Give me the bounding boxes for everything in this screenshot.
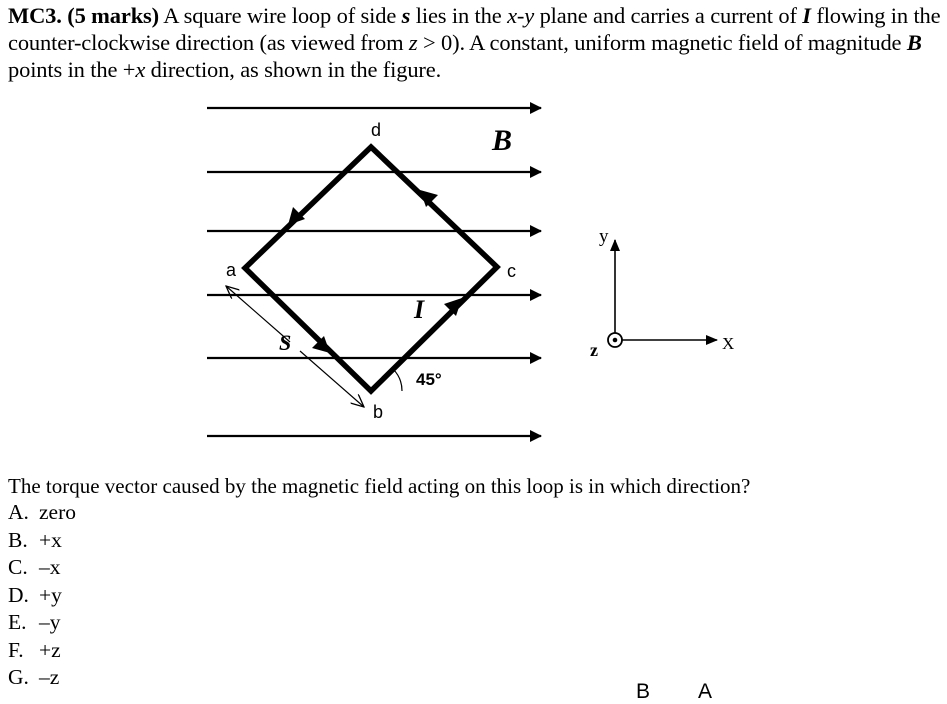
option-c[interactable]: C. –x [8,555,61,579]
field-label: B [492,124,513,157]
angle-label: 45° [416,370,442,389]
axis-label-x: X [722,334,735,353]
var-z: z [408,30,418,55]
option-f[interactable]: F. +z [8,637,61,662]
vertex-label-b: b [373,402,384,422]
option-d[interactable]: D. +y [8,582,62,607]
var-B: B [906,30,922,55]
problem-marks: (5 marks) [67,3,160,28]
problem-text: A square wire loop of side [159,3,402,28]
axis-label-y: y [599,226,609,247]
vertex-label-a: a [226,260,237,280]
problem-id: MC3. [8,3,62,28]
side-label: S [279,330,292,355]
axis-label-z: z [590,340,598,360]
option-b[interactable]: B. +x [8,527,62,552]
vertex-label-d: d [371,120,382,140]
var-xy: x-y [507,3,535,28]
z-axis-dot [613,338,618,343]
question-text: The torque vector caused by the magnetic field acting on this loop is in which direction? [8,474,751,498]
option-e[interactable]: E. –y [8,610,61,634]
coordinate-axes [590,226,734,360]
var-I: I [802,3,811,28]
current-label: I [414,295,425,324]
problem-statement: MC3. (5 marks) A square wire loop of side s lies in the x-y plane and carries a current of I flowing in the counter-clockwise direction (as viewed from z > 0). A constant, uniform magnetic field of magnitude B points in the +x direction, as shown in the figure. [8,3,941,82]
angle-arc [393,369,402,391]
cut-off-text: BA [636,680,761,703]
option-a[interactable]: A. zero [8,500,76,524]
answer-options [8,499,76,692]
var-s: s [401,3,411,28]
var-x: x [135,57,146,82]
option-g[interactable]: G. –z [8,665,60,689]
side-dimension-arrow-end [300,351,364,407]
vertex-label-c: c [507,261,516,281]
